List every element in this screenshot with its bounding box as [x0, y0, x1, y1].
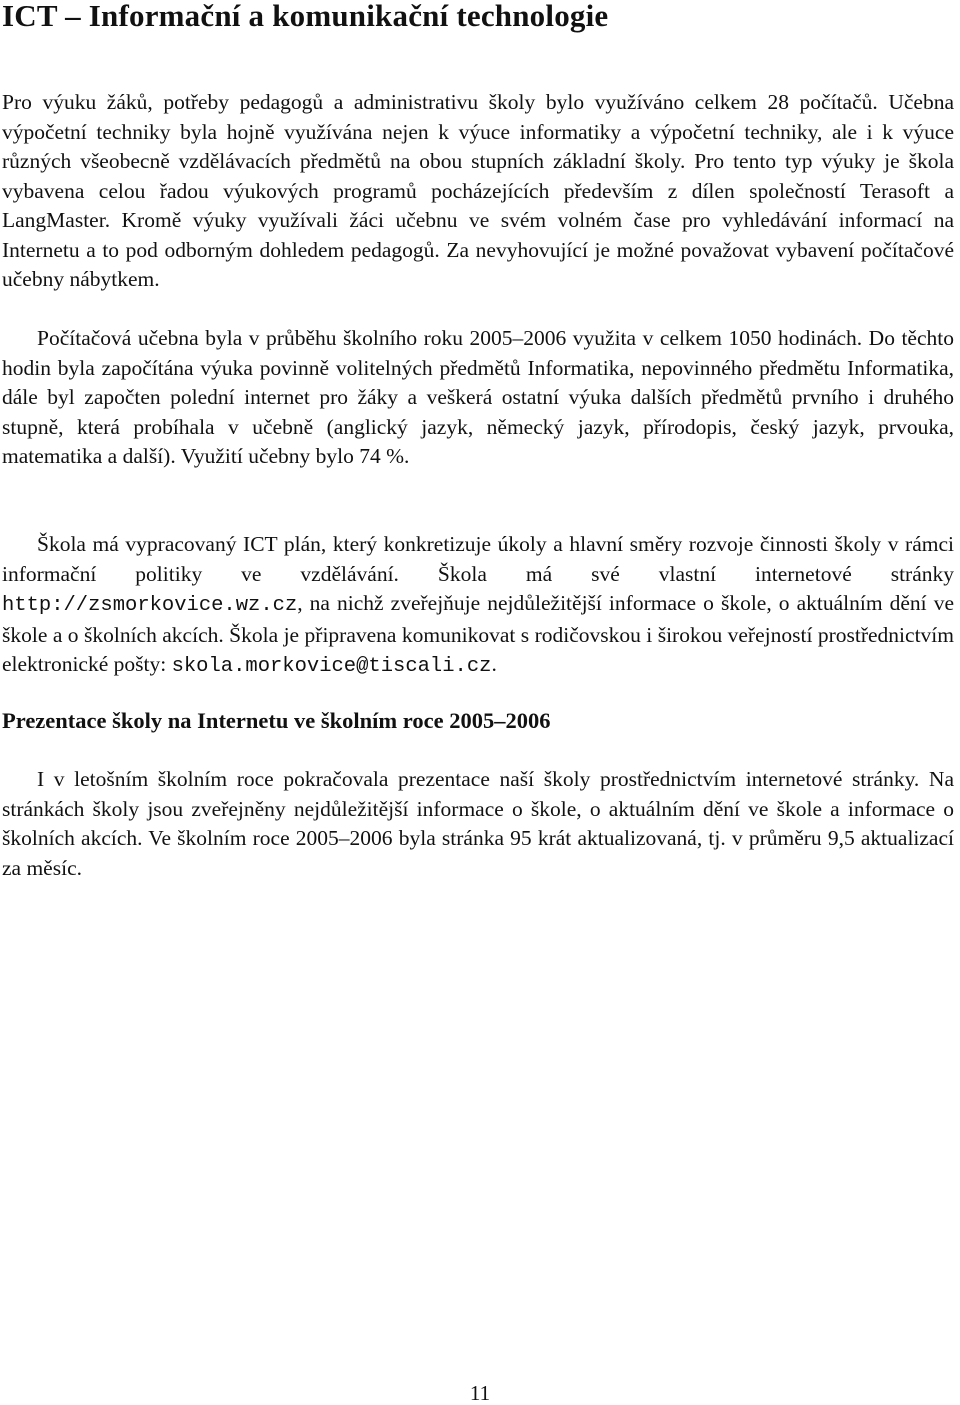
paragraph-ict-plan [2, 530, 954, 682]
paragraph-computers: Pro výuku žáků, potřeby pedagogů a administrativu školy bylo využíváno celkem 28 počítačů. Učebna výpočetní techniky byla hojně využívána nejen k výuce informatiky a výpočetní techniky, ale i k výuce různých všeobecně vzdělávacích předmětů na obou stupních základní školy. Pro tento typ výuky je škola vybavena celou řadou výukových programů pocházejících především z dílen společností Terasoft a LangMaster. Kromě výuky využívali žáci učebnu ve svém volném čase pro vyhledávání informací na Internetu a to pod odborným dohledem pedagogů. Za nevyhovující je možné považovat vybavení počítačové učebny nábytkem. [2, 90, 954, 291]
page-title: ICT – Informační a komunikační technologie [2, 0, 609, 33]
email-link[interactable]: skola.morkovice@tiscali.cz [171, 655, 492, 678]
ict-plan-text-1: Škola má vypracovaný ICT plán, který konkretizuje úkoly a hlavní směry rozvoje činnosti školy v rámci informační politiky ve vzdělávání. Škola má své vlastní internetové stránky [2, 532, 954, 586]
section-heading: Prezentace školy na Internetu ve školním roce 2005–2006 [2, 708, 551, 733]
ict-plan-text-3: . [491, 652, 497, 676]
page-number: 11 [469, 1381, 491, 1405]
ict-plan-text-2: , na nichž zveřejňuje nejdůležitější informace o škole, o aktuálním dění ve škole a o školních akcích. Škola je připravena komunikovat s rodičovskou i širokou veřejností prostřednictvím elektronické pošty: [2, 591, 954, 676]
paragraph-web-presentation: I v letošním školním roce pokračovala prezentace naší školy prostřednictvím internetové stránky. Na stránkách školy jsou zveřejněny nejdůležitější informace o škole, o aktuálním dění ve škole a informace o školních akcích. Ve školním roce 2005–2006 byla stránka 95 krát aktualizovaná, tj. v průměru 9,5 aktualizací za měsíc. [2, 767, 954, 880]
paragraph-classroom-usage: Počítačová učebna byla v průběhu školního roku 2005–2006 využita v celkem 1050 hodinách. Do těchto hodin byla započítána výuka povinně volitelných předmětů Informatika, nepovinného předmětu Informatika, dále byl započten polední internet pro žáky a veškerá ostatní výuka dalších předmětů prvního i druhého stupně, která probíhala v učebně (anglický jazyk, německý jazyk, přírodopis, český jazyk, prvouka, matematika a další). Využití učebny bylo 74 %. [2, 326, 954, 468]
website-link[interactable]: http://zsmorkovice.wz.cz [2, 594, 298, 617]
